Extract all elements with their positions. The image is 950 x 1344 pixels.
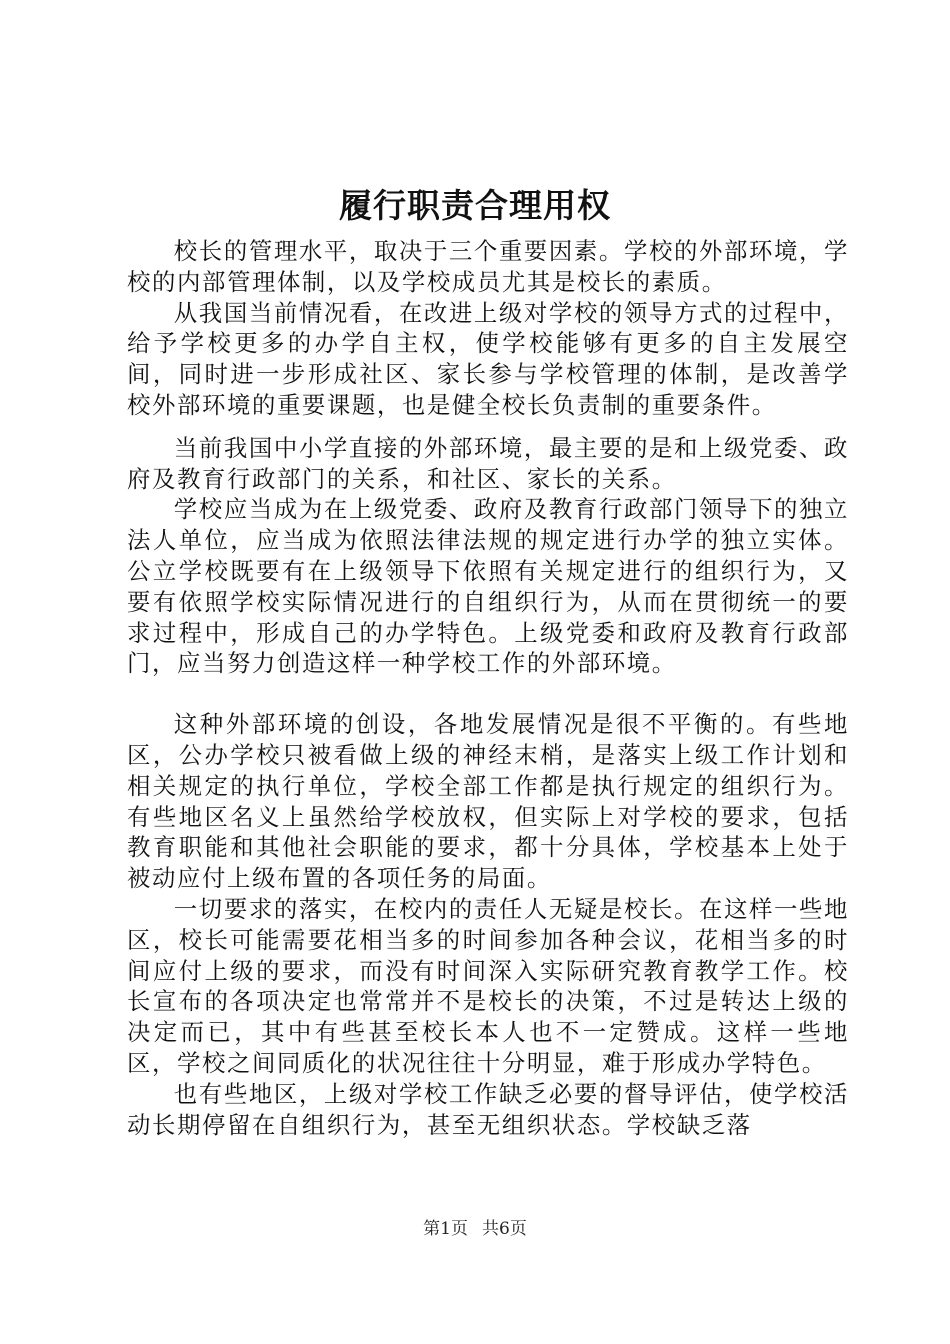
- page-number: 第1页: [423, 1219, 468, 1239]
- paragraph: 从我国当前情况看，在改进上级对学校的领导方式的过程中，给予学校更多的办学自主权，使学校能够有更多的自主发展空间，同时进一步形成社区、家长参与学校管理的体制，是改善学校外部环境的重要课题，也是健全校长负责制的重要条件。: [127, 298, 849, 419]
- paragraph: 这种外部环境的创设，各地发展情况是很不平衡的。有些地区，公办学校只被看做上级的神经末梢，是落实上级工作计划和相关规定的执行单位，学校全部工作都是执行规定的组织行为。有些地区名义上虽然给学校放权，但实际上对学校的要求，包括教育职能和其他社会职能的要求，都十分具体，学校基本上处于被动应付上级布置的各项任务的局面。: [127, 710, 849, 893]
- paragraph: 一切要求的落实，在校内的责任人无疑是校长。在这样一些地区，校长可能需要花相当多的时间参加各种会议，花相当多的时间应付上级的要求，而没有时间深入实际研究教育教学工作。校长宣布的各项决定也常常并不是校长的决策，不过是转达上级的决定而已，其中有些甚至校长本人也不一定赞成。这样一些地区，学校之间同质化的状况往往十分明显，难于形成办学特色。: [127, 894, 849, 1077]
- paragraph: 当前我国中小学直接的外部环境，最主要的是和上级党委、政府及教育行政部门的关系，和社区、家长的关系。: [127, 433, 849, 493]
- page-footer: [0, 1218, 950, 1240]
- paragraph: 校长的管理水平，取决于三个重要因素。学校的外部环境，学校的内部管理体制，以及学校成员尤其是校长的素质。: [127, 237, 849, 296]
- document-title: 履行职责合理用权: [339, 186, 611, 225]
- paragraph: 也有些地区，上级对学校工作缺乏必要的督导评估，使学校活动长期停留在自组织行为，甚至无组织状态。学校缺乏落: [127, 1079, 849, 1139]
- paragraph: 学校应当成为在上级党委、政府及教育行政部门领导下的独立法人单位，应当成为依照法律法规的规定进行办学的独立实体。公立学校既要有在上级领导下依照有关规定进行的组织行为，又要有依照学校实际情况进行的自组织行为，从而在贯彻统一的要求过程中，形成自己的办学特色。上级党委和政府及教育行政部门，应当努力创造这样一种学校工作的外部环境。: [127, 495, 849, 678]
- document-body: [127, 236, 849, 1140]
- page-total: 共6页: [482, 1219, 527, 1239]
